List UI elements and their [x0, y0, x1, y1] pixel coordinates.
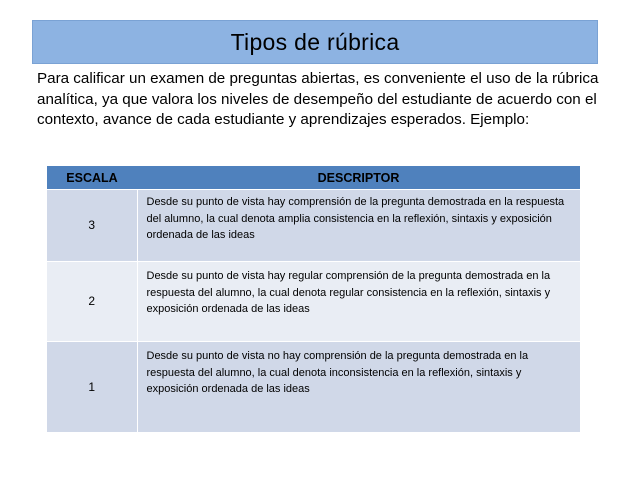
scale-cell: 2 [47, 262, 137, 342]
rubric-table [47, 166, 580, 433]
descriptor-cell: Desde su punto de vista hay regular comprensión de la pregunta demostrada en la respuesta del alumno, la cual denota regular consistencia en la reflexión, sintaxis y exposición ordenada de las ideas [137, 262, 580, 342]
intro-paragraph: Para calificar un examen de preguntas abiertas, es conveniente el uso de la rúbrica analítica, ya que valora los niveles de desempeño del estudiante de acuerdo con el contexto, avance de cada estudiante y aprendizajes esperados. Ejemplo: [37, 70, 599, 128]
table-row [47, 190, 580, 262]
table-row [47, 262, 580, 342]
header-scale: ESCALA [47, 166, 137, 190]
title-bar [32, 20, 598, 64]
descriptor-cell: Desde su punto de vista hay comprensión de la pregunta demostrada en la respuesta del alumno, la cual denota amplia consistencia en la reflexión, sintaxis y exposición ordenada de las ideas [137, 190, 580, 262]
header-descriptor: DESCRIPTOR [137, 166, 580, 190]
descriptor-cell: Desde su punto de vista no hay comprensión de la pregunta demostrada en la respuesta del alumno, la cual denota inconsistencia en la reflexión, sintaxis y exposición ordenada de las ideas [137, 342, 580, 433]
page-title: Tipos de rúbrica [230, 28, 400, 55]
scale-cell: 1 [47, 342, 137, 433]
table-header-row [47, 166, 580, 190]
scale-cell: 3 [47, 190, 137, 262]
table-row [47, 342, 580, 433]
